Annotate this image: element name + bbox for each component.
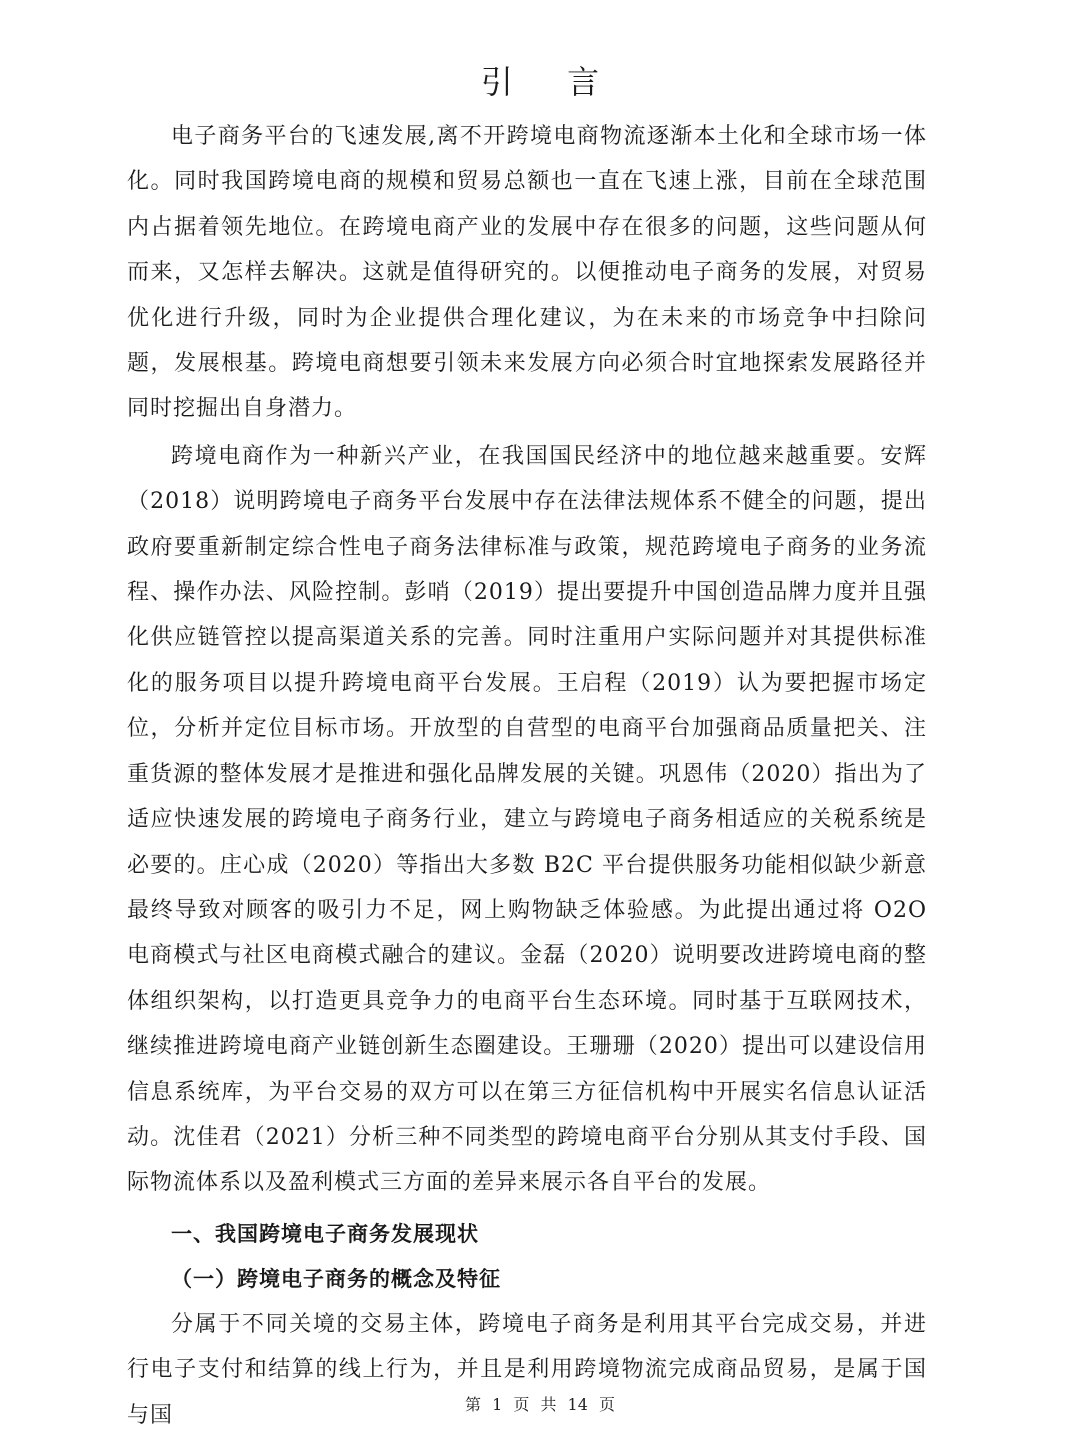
intro-paragraph-2: 跨境电商作为一种新兴产业，在我国国民经济中的地位越来越重要。安辉（2018）说明跨境电子商务平台发展中存在法律法规体系不健全的问题，提出政府要重新制定综合性电子商务法律标准与政策，规范跨境电子商务的业务流程、操作办法、风险控制。彭哨（2019）提出要提升中国创造品牌力度并且强化供应链管控以提高渠道关系的完善。同时注重用户实际问题并对其提供标准化的服务项目以提升跨境电商平台发展。王启程（2019）认为要把握市场定位，分析并定位目标市场。开放型的自营型的电商平台加强商品质量把关、注重货源的整体发展才是推进和强化品牌发展的关键。巩恩伟（2020）指出为了适应快速发展的跨境电子商务行业，建立与跨境电子商务相适应的关税系统是必要的。庄心成（2020）等指出大多数 B2C 平台提供服务功能相似缺少新意最终导致对顾客的吸引力不足，网上购物缺乏体验感。为此提出通过将 O2O 电商模式与社区电商模式融合的建议。金磊（2020）说明要改进跨境电商的整体组织架构，以打造更具竞争力的电商平台生态环境。同时基于互联网技术，继续推进跨境电商产业链创新生态圈建设。王珊珊（2020）提出可以建设信用信息系统库，为平台交易的双方可以在第三方征信机构中开展实名信息认证活动。沈佳君（2021）分析三种不同类型的跨境电商平台分别从其支付手段、国际物流体系以及盈利模式三方面的差异来展示各自平台的发展。: [127, 443, 927, 1196]
page-title: 引 言: [480, 63, 622, 101]
document-body: [127, 114, 927, 1438]
subsection-heading: （一）跨境电子商务的概念及特征: [171, 1266, 501, 1291]
section-paragraph: 分属于不同关境的交易主体，跨境电子商务是利用其平台完成交易，并进行电子支付和结算的线上行为，并且是利用跨境物流完成商品贸易，是属于国与国: [127, 1311, 927, 1428]
page-number-footer: 第 1 页 共 14 页: [465, 1395, 615, 1414]
intro-paragraph-1: 电子商务平台的飞速发展,离不开跨境电商物流逐渐本土化和全球市场一体化。同时我国跨境电商的规模和贸易总额也一直在飞速上涨，目前在全球范围内占据着领先地位。在跨境电商产业的发展中存在很多的问题，这些问题从何而来，又怎样去解决。这就是值得研究的。以便推动电子商务的发展，对贸易优化进行升级，同时为企业提供合理化建议，为在未来的市场竞争中扫除问题，发展根基。跨境电商想要引领未来发展方向必须合时宜地探索发展路径并同时挖掘出自身潜力。: [127, 124, 927, 422]
section-heading: 一、我国跨境电子商务发展现状: [171, 1221, 479, 1246]
